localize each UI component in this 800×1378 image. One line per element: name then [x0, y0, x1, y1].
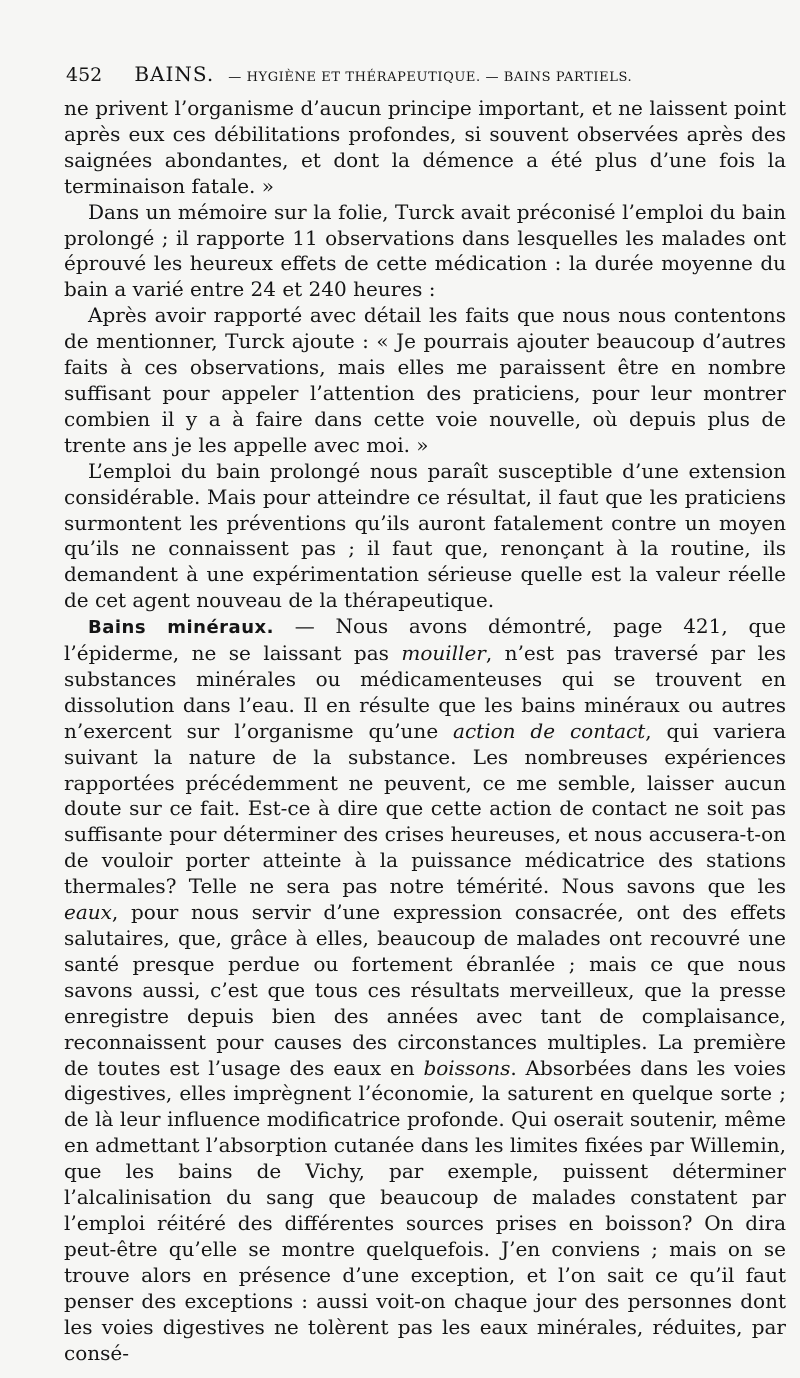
paragraph-turck-memoir: Dans un mémoire sur la folie, Turck avait préconisé l’emploi du bain prolongé ; il rapporte 11 observations dans lesquelles les malades ont éprouvé les heureux effets de cette médication : la durée moyenne du bain a varié entre 24 et 240 heures :: [64, 199, 786, 302]
italic-term: action de contact: [453, 718, 646, 743]
text-run: , n’est pas traversé par les substances minérales ou médicamenteuses qui se trouvent en dissolution dans l’eau. Il en résulte que les bains minéraux ou autres n’exercent sur l’organisme qu’une: [64, 641, 787, 743]
text-run: . Absorbées dans les voies digestives, elles imprègnent l’économie, la saturent en quelque sorte ; de là leur influence modificatrice profonde. Qui oserait soutenir, même en admettant l’absorption cutanée dans les limites fixées par Willemin, que les bains de Vichy, par exemple, puissent déterminer l’alcalinisation du sang que beaucoup de malades constatent par l’emploi réitéré des différentes sources prises en boisson? On dira peut-être qu’elle se montre quelquefois. J’en conviens ; mais on se trouve alors en présence d’une exception, et l’on sait ce qu’il faut penser des exceptions : aussi voit-on chaque jour des personnes dont les voies digestives ne tolèrent pas les eaux minérales, réduites, par consé-: [64, 1055, 787, 1365]
page-number: 452: [66, 64, 103, 86]
italic-term: boissons: [423, 1055, 511, 1080]
section-heading-mineral-baths: Bains minéraux.: [88, 617, 274, 639]
italic-term: mouiller: [401, 641, 486, 666]
paragraph-mineral-baths: [64, 614, 786, 1366]
section-title: BAINS.: [134, 62, 215, 86]
text-run: , pour nous servir d’une expression consacrée, ont des effets salutaires, que, grâce à elles, beaucoup de malades ont recouvré une santé presque perdue ou fortement ébranlée ; mais ce que nous savons aussi, c’est que tous ces résultats merveilleux, que la presse enregistre depuis bien des années avec tant de complaisance, reconnaissent pour causes des circonstances multiples. La première de toutes est l’usage des eaux en: [64, 900, 786, 1080]
paragraph-continuation: ne privent l’organisme d’aucun principe important, et ne laissent point après eux ces débilitations profondes, si souvent observées après des saignées abondantes, et dont la démence a été plus d’une fois la terminaison fatale. »: [64, 96, 786, 198]
running-header: [66, 60, 766, 88]
text-run: — Nous avons démontré, page 421, que l’épiderme, ne se laissant pas: [64, 614, 786, 666]
body-text: [64, 96, 786, 1366]
section-subtitle: — HYGIÈNE ET THÉRAPEUTIQUE. — BAINS PARTIELS.: [228, 70, 633, 85]
paragraph-prolonged-bath: L’emploi du bain prolongé nous paraît susceptible d’une extension considérable. Mais pour atteindre ce résultat, il faut que les praticiens surmontent les préventions qu’ils auront fatalement contre un moyen qu’ils ne connaissent pas ; il faut que, renonçant à la routine, ils demandent à une expérimentation sérieuse quelle est la valeur réelle de cet agent nouveau de la thérapeutique.: [64, 458, 786, 613]
paragraph-turck-quote: Après avoir rapporté avec détail les faits que nous nous contentons de mentionner, Turck ajoute : « Je pourrais ajouter beaucoup d’autres faits à ces observations, mais elles me paraissent être en nombre suffisant pour appeler l’attention des praticiens, pour leur montrer combien il y a à faire dans cette voie nouvelle, où depuis plus de trente ans je les appelle avec moi. »: [64, 303, 786, 457]
text-run: , qui variera suivant la nature de la substance. Les nombreuses expériences rapportées précédemment ne peuvent, ce me semble, laisser aucun doute sur ce fait. Est-ce à dire que cette action de contact ne soit pas suffisante pour déterminer des crises heureuses, et nous accusera-t-on de vouloir porter atteinte à la puissance médicatrice des stations thermales? Telle ne sera pas notre témérité. Nous savons que les: [64, 718, 787, 899]
italic-term: eaux: [64, 900, 112, 925]
